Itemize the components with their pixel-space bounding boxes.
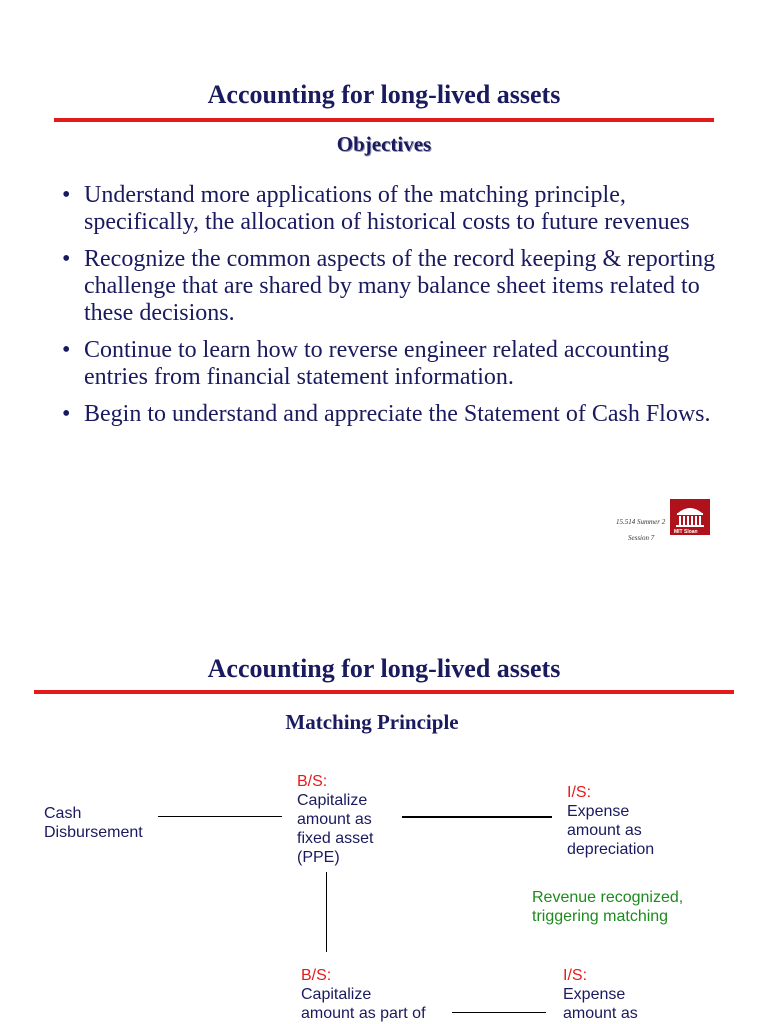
footer-course: 15.514 Summer 2 [616, 518, 666, 526]
footer-session: Session 7 [628, 534, 655, 542]
objectives-list [60, 182, 720, 438]
cash-disbursement: Cash Disbursement [44, 805, 143, 841]
is-depreciation [567, 783, 687, 859]
connector-line [452, 1012, 546, 1013]
is-text: Expense amount as [563, 986, 638, 1022]
connector-line [158, 816, 282, 817]
slide-title: Accounting for long-lived assets [207, 654, 561, 683]
slide-title: Accounting for long-lived assets [207, 80, 561, 109]
slide-subtitle: Objectives [336, 132, 432, 156]
bs-text: Capitalize amount as fixed asset (PPE) [297, 792, 374, 866]
connector-line [402, 816, 552, 818]
title-rule [54, 118, 714, 122]
title-rule [34, 690, 734, 694]
is-label: I/S: [563, 967, 588, 984]
slide-matching-principle [0, 580, 768, 1024]
list-item: • Begin to understand and appreciate the Statement of Cash Flows. [62, 401, 711, 427]
bs-text: Capitalize amount as part of [301, 986, 426, 1022]
bs-capitalize-part [301, 966, 451, 1023]
mit-dome-icon [670, 499, 710, 535]
is-text: Expense amount as depreciation [567, 803, 655, 858]
list-item: • Recognize the common aspects of the record keeping & reporting challenge that are shared by many balance sheet items related to these decisions. [62, 246, 716, 326]
bs-capitalize-ppe [297, 772, 407, 867]
connector-line [326, 872, 327, 952]
revenue-note: Revenue recognized, triggering matching [532, 889, 684, 925]
is-expense [563, 966, 683, 1023]
svg-text:MIT Sloan: MIT Sloan [674, 529, 698, 535]
is-label: I/S: [567, 784, 592, 801]
list-item: • Understand more applications of the matching principle, specifically, the allocation of historical costs to future revenues [62, 182, 690, 235]
slide-subtitle: Matching Principle [285, 710, 459, 734]
list-item: • Continue to learn how to reverse engineer related accounting entries from financial statement information. [62, 337, 670, 390]
mit-sloan-logo [670, 499, 710, 535]
bs-label: B/S: [297, 773, 328, 790]
bs-label: B/S: [301, 967, 332, 984]
